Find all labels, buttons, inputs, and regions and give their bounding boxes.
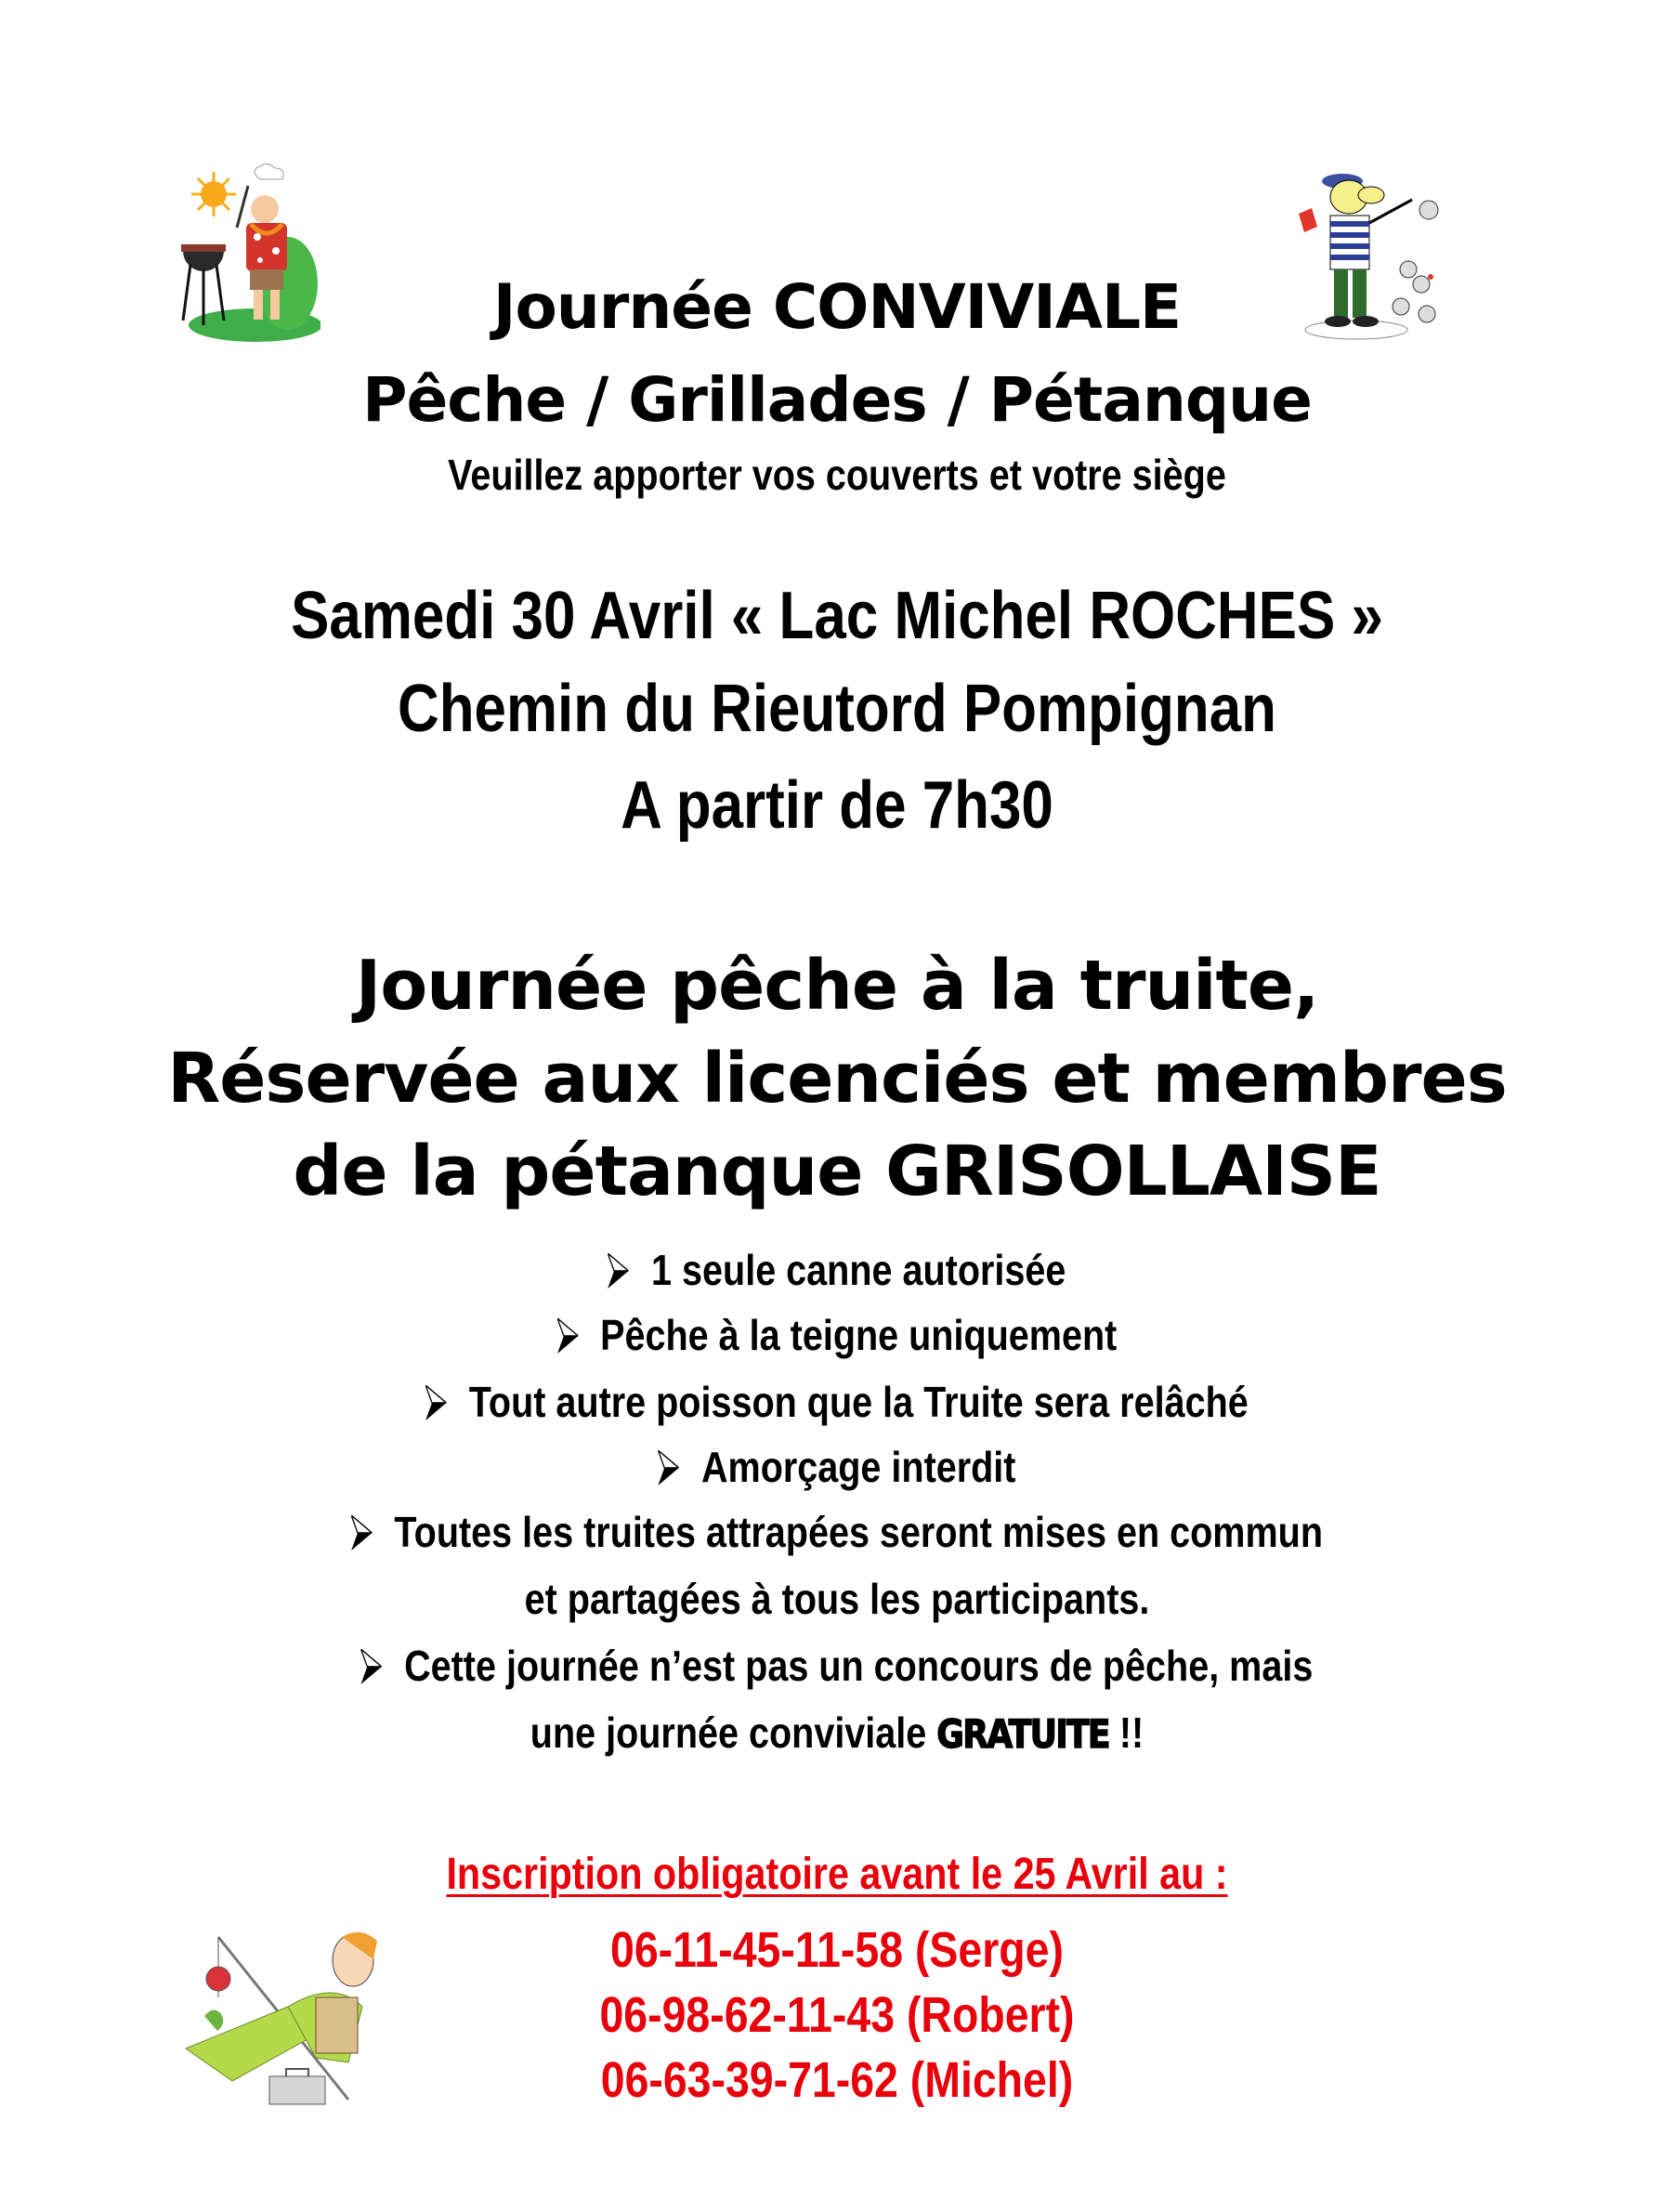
rule-text: Amorçage interdit — [700, 1443, 1016, 1491]
rule-text: 1 seule canne autorisée — [651, 1246, 1066, 1294]
rule-text: Pêche à la teigne uniquement — [600, 1311, 1118, 1359]
contact-michel — [117, 2051, 1557, 2109]
arrow-bullet-icon — [557, 1318, 578, 1354]
arrow-bullet-icon — [425, 1385, 446, 1420]
headline-line-3: de la pétanque GRISOLLAISE — [293, 1132, 1381, 1211]
contact-phone[interactable]: 06-11-45-11-58 — [610, 1922, 904, 1978]
event-address: Chemin du Rieutord Pompignan — [398, 672, 1276, 746]
headline-line-2: Réservée aux licenciés et membres — [167, 1039, 1507, 1119]
contact-name: (Serge) — [914, 1922, 1064, 1978]
contact-serge — [117, 1921, 1557, 1979]
rule-item — [117, 1245, 1557, 1295]
subtitle: Veuillez apporter vos couverts et votre siège — [448, 451, 1226, 499]
arrow-bullet-icon — [608, 1253, 629, 1289]
title-line-2: Pêche / Grillades / Pétanque — [362, 364, 1312, 436]
event-start-time: A partir de 7h30 — [621, 768, 1053, 843]
rule-item — [117, 1507, 1557, 1557]
rule-continuation: et partagées à tous les participants. — [524, 1575, 1150, 1623]
rule-text: Toutes les truites attrapées seront mises en commun — [394, 1508, 1324, 1556]
rule-item — [117, 1310, 1557, 1360]
event-date-location: Samedi 30 Avril « Lac Michel ROCHES » — [291, 579, 1383, 653]
rule-item — [117, 1442, 1557, 1492]
rule-continuation-prefix: une journée conviviale — [530, 1708, 937, 1757]
rule-continuation — [117, 1708, 1557, 1758]
rule-item — [117, 1377, 1557, 1427]
rule-item — [117, 1641, 1557, 1691]
contact-phone[interactable]: 06-63-39-71-62 — [600, 2052, 898, 2108]
headline-line-1: Journée pêche à la truite, — [355, 946, 1319, 1026]
contact-phone[interactable]: 06-98-62-11-43 — [599, 1987, 896, 2043]
rule-text: Tout autre poisson que la Truite sera relâché — [468, 1378, 1249, 1426]
rule-continuation-suffix: !! — [1108, 1708, 1144, 1757]
registration-heading: Inscription obligatoire avant le 25 Avril au : — [446, 1850, 1228, 1899]
contact-name: (Michel) — [909, 2052, 1074, 2108]
arrow-bullet-icon — [659, 1450, 679, 1486]
free-emphasis: GRATUITE — [936, 1711, 1109, 1757]
contact-name: (Robert) — [906, 1987, 1075, 2043]
rule-text: Cette journée n’est pas un concours de pêche, mais — [404, 1642, 1314, 1690]
title-line-1: Journée CONVIVIALE — [492, 271, 1182, 343]
arrow-bullet-icon — [361, 1649, 382, 1684]
contact-robert — [117, 1986, 1557, 2044]
arrow-bullet-icon — [351, 1515, 372, 1551]
